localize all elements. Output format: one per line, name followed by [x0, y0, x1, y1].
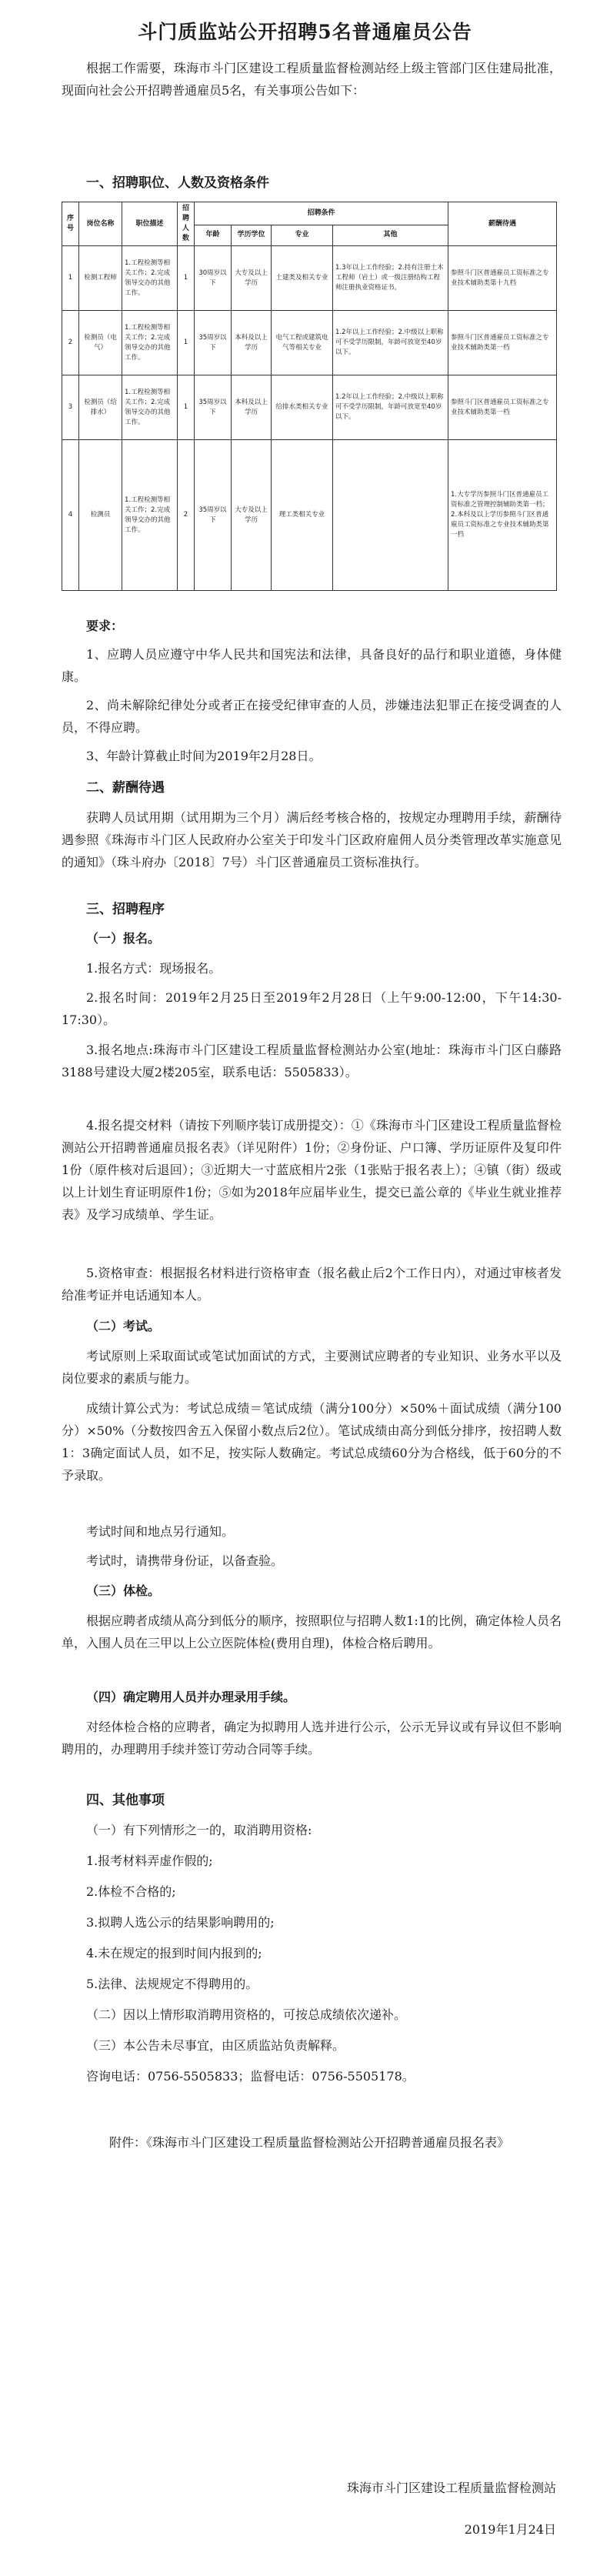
cell-remark: 参照斗门区普通雇员工资标准之专业技术辅助类第十九档: [448, 246, 557, 311]
cell-duty: 1.工程检测等相关工作；2.完成领导交办的其他工作。: [122, 311, 178, 375]
cell-remark: 1.大专学历参照斗门区普通雇员工资标准之管理控制辅助类第一档；2.本科及以上学历参照斗门区普通雇员工资标准之专业技术辅助类第一档: [448, 440, 557, 591]
other-item-1: （一）有下列情形之一的，取消聘用资格:: [86, 1823, 312, 1837]
cell-major: 土建类及相关专业: [272, 246, 333, 311]
cell-duty: 1.工程检测等相关工作；2.完成领导交办的其他工作。: [122, 246, 178, 311]
cell-age: 35周岁以下: [195, 311, 232, 375]
sub-heading-medical: （三）体检。: [86, 1583, 161, 1598]
other-item-2: （二）因以上情形取消聘用资格的，可按总成绩依次递补。: [86, 2007, 407, 2022]
intro-paragraph: 根据工作需要，珠海市斗门区建设工程质量监督检测站经上级主管部门区住建局批准，现面向社会公开招聘普通雇员5名，有关事项公告如下：: [62, 61, 562, 98]
cell-edu: 大专及以上学历: [232, 440, 272, 591]
exam-id-note: 考试时，请携带身份证，以备查验。: [86, 1553, 284, 1568]
cell-count: 2: [178, 440, 195, 591]
cell-other: 1.2年以上工作经验；2.中级以上职称可不受学历限制，年龄可放宽至40岁以下。: [333, 311, 448, 375]
cell-age: 35周岁以下: [195, 375, 232, 440]
cell-duty: 1.工程检测等相关工作；2.完成领导交办的其他工作。: [122, 375, 178, 440]
cell-edu: 本科及以上学历: [232, 375, 272, 440]
th-remark: 薪酬待遇: [448, 202, 557, 246]
hiring-paragraph: 对经体检合格的应聘者，确定为拟聘用人选并进行公示，公示无异议或有异议但不影响聘用的，办理聘用手续并签订劳动合同等手续。: [62, 1720, 562, 1757]
th-duty: 职位描述: [122, 202, 178, 246]
cell-count: 1: [178, 311, 195, 375]
other-item-3: （三）本公告未尽事宜，由区质监站负责解释。: [86, 2038, 345, 2053]
qualification-review: 5.资格审查：根据报名材料进行资格审查（报名截止后2个工作日内），对通过审核者发给准考证并电话通知本人。: [62, 1266, 562, 1303]
th-count: 招聘人数: [178, 202, 195, 246]
cell-no: 1: [62, 246, 79, 311]
sub-heading-registration: （一）报名。: [86, 931, 161, 946]
section-1-heading: 一、招聘职位、人数及资格条件: [86, 175, 269, 191]
cell-other: [333, 440, 448, 591]
th-edu: 学历学位: [232, 225, 272, 245]
table-row: [62, 246, 557, 311]
th-age: 年龄: [195, 225, 232, 245]
positions-table: [62, 202, 557, 591]
cell-remark: 参照斗门区普通雇员工资标准之专业技术辅助类第一档: [448, 311, 557, 375]
cell-major: 理工类相关专业: [272, 440, 333, 591]
registration-materials: 4.报名提交材料（请按下列顺序装订成册提交）：①《珠海市斗门区建设工程质量监督检测站公开招聘普通雇员报名表》（详见附件）1份；②身份证、户口簿、学历证原件及复印件1份（原件核对后退回）；③近期大一寸蓝底相片2张（1张贴于报名表上）；④镇（街）级或以上计划生育证明原件1份；⑤如为2018年应届毕业生，提交已盖公章的《毕业生就业推荐表》及学习成绩单、学生证。: [62, 1118, 562, 1222]
requirements-heading: 要求：: [86, 619, 124, 633]
section-3-heading: 三、招聘程序: [86, 902, 165, 917]
cell-remark: 参照斗门区普通雇员工资标准之专业技术辅助类第一档: [448, 375, 557, 440]
page-title: 斗门质监站公开招聘5名普通雇员公告: [138, 21, 472, 43]
requirement-1: 1、应聘人员应遵守中华人民共和国宪法和法律，具备良好的品行和职业道德，身体健康。: [62, 647, 562, 684]
th-position: 岗位名称: [79, 202, 122, 246]
signature-date: 2019年1月24日: [464, 2522, 556, 2537]
sub-heading-hiring: （四）确定聘用人员并办理录用手续。: [86, 1690, 296, 1704]
cell-edu: 大专及以上学历: [232, 246, 272, 311]
cell-position: 检测员: [79, 440, 122, 591]
table-header-row: [62, 202, 557, 225]
requirement-2: 2、尚未解除纪律处分或者正在接受纪律审查的人员，涉嫌违法犯罪正在接受调查的人员，不得应聘。: [62, 698, 562, 735]
cell-major: 给排水类相关专业: [272, 375, 333, 440]
cell-count: 1: [178, 246, 195, 311]
salary-paragraph: 获聘人员试用期（试用期为三个月）满后经考核合格的，按规定办理聘用手续，薪酬待遇参照《珠海市斗门区人民政府办公室关于印发斗门区政府雇佣人员分类管理改革实施意见的通知》（珠斗府办〔2018〕7号）斗门区普通雇员工资标准执行。: [62, 810, 562, 869]
section-2-heading: 二、薪酬待遇: [86, 780, 165, 796]
cell-other: 1.3年以上工作经验；2.持有注册土木工程师（岩土）或一级注册结构工程师注册执业资格证书。: [333, 246, 448, 311]
contact-phones: 咨询电话：0756-5505833；监督电话：0756-5505178。: [86, 2069, 415, 2084]
medical-paragraph: 根据应聘者成绩从高分到低分的顺序，按照职位与招聘人数1:1的比例，确定体检人员名单，入围人员在三甲以上公立医院体检(费用自理)，体检合格后聘用。: [62, 1613, 562, 1650]
disqualify-item: 1.报考材料弄虚作假的;: [86, 1854, 213, 1868]
table-row: [62, 311, 557, 375]
exam-time-place: 考试时间和地点另行通知。: [86, 1524, 235, 1539]
table-row: [62, 440, 557, 591]
cell-major: 电气工程或建筑电气等相关专业: [272, 311, 333, 375]
cell-no: 2: [62, 311, 79, 375]
th-other: 其他: [333, 225, 448, 245]
th-major: 专业: [272, 225, 333, 245]
disqualify-item: 2.体检不合格的;: [86, 1884, 176, 1899]
exam-principle: 考试原则上采取面试或笔试加面试的方式，主要测试应聘者的专业知识、业务水平以及岗位要求的素质与能力。: [62, 1349, 562, 1386]
disqualify-item: 4.未在规定的报到时间内报到的;: [86, 1946, 262, 1960]
table-row: [62, 375, 557, 440]
cell-no: 4: [62, 440, 79, 591]
th-conditions: 招聘条件: [195, 202, 448, 225]
cell-position: 检测工程师: [79, 246, 122, 311]
signature-org: 珠海市斗门区建设工程质量监督检测站: [346, 2481, 556, 2495]
registration-method: 1.报名方式：现场报名。: [86, 961, 222, 976]
attachment-link[interactable]: 附件：《珠海市斗门区建设工程质量监督检测站公开招聘普通雇员报名表》: [109, 2135, 510, 2150]
cell-age: 30周岁以下: [195, 246, 232, 311]
cell-position: 检测员（电气）: [79, 311, 122, 375]
th-no: 序号: [62, 202, 79, 246]
disqualify-item: 3.拟聘人选公示的结果影响聘用的;: [86, 1915, 275, 1930]
section-4-heading: 四、其他事项: [86, 1793, 165, 1808]
cell-other: 1.2年以上工作经验；2.中级以上职称可不受学历限制，年龄可放宽至40岁以下。: [333, 375, 448, 440]
cell-count: 1: [178, 375, 195, 440]
sub-heading-exam: （二）考试。: [86, 1319, 161, 1333]
cell-age: 35周岁以下: [195, 440, 232, 591]
cell-no: 3: [62, 375, 79, 440]
registration-place: 3.报名地点:珠海市斗门区建设工程质量监督检测站办公室(地址：珠海市斗门区白藤路3188号建设大厦2楼205室，联系电话：5505833）。: [62, 1043, 562, 1079]
cell-edu: 本科及以上学历: [232, 311, 272, 375]
cell-position: 检测员（给排水）: [79, 375, 122, 440]
exam-formula: 成绩计算公式为：考试总成绩＝笔试成绩（满分100分）×50%＋面试成绩（满分100分）×50%（分数按四舍五入保留小数点后2位）。笔试成绩由高分到低分排序，按招聘人数1：3确定面试人员，如不足，按实际人数确定。考试总成绩60分为合格线，低于60分的不予录取。: [62, 1401, 562, 1483]
registration-time: 2.报名时间：2019年2月25日至2019年2月28日（上午9:00-12:00，下午14:30-17:30）。: [62, 990, 562, 1027]
disqualify-item: 5.法律、法规规定不得聘用的。: [86, 1977, 258, 1991]
requirement-3: 3、年龄计算截止时间为2019年2月28日。: [86, 749, 322, 763]
cell-duty: 1.工程检测等相关工作；2.完成领导交办的其他工作。: [122, 440, 178, 591]
